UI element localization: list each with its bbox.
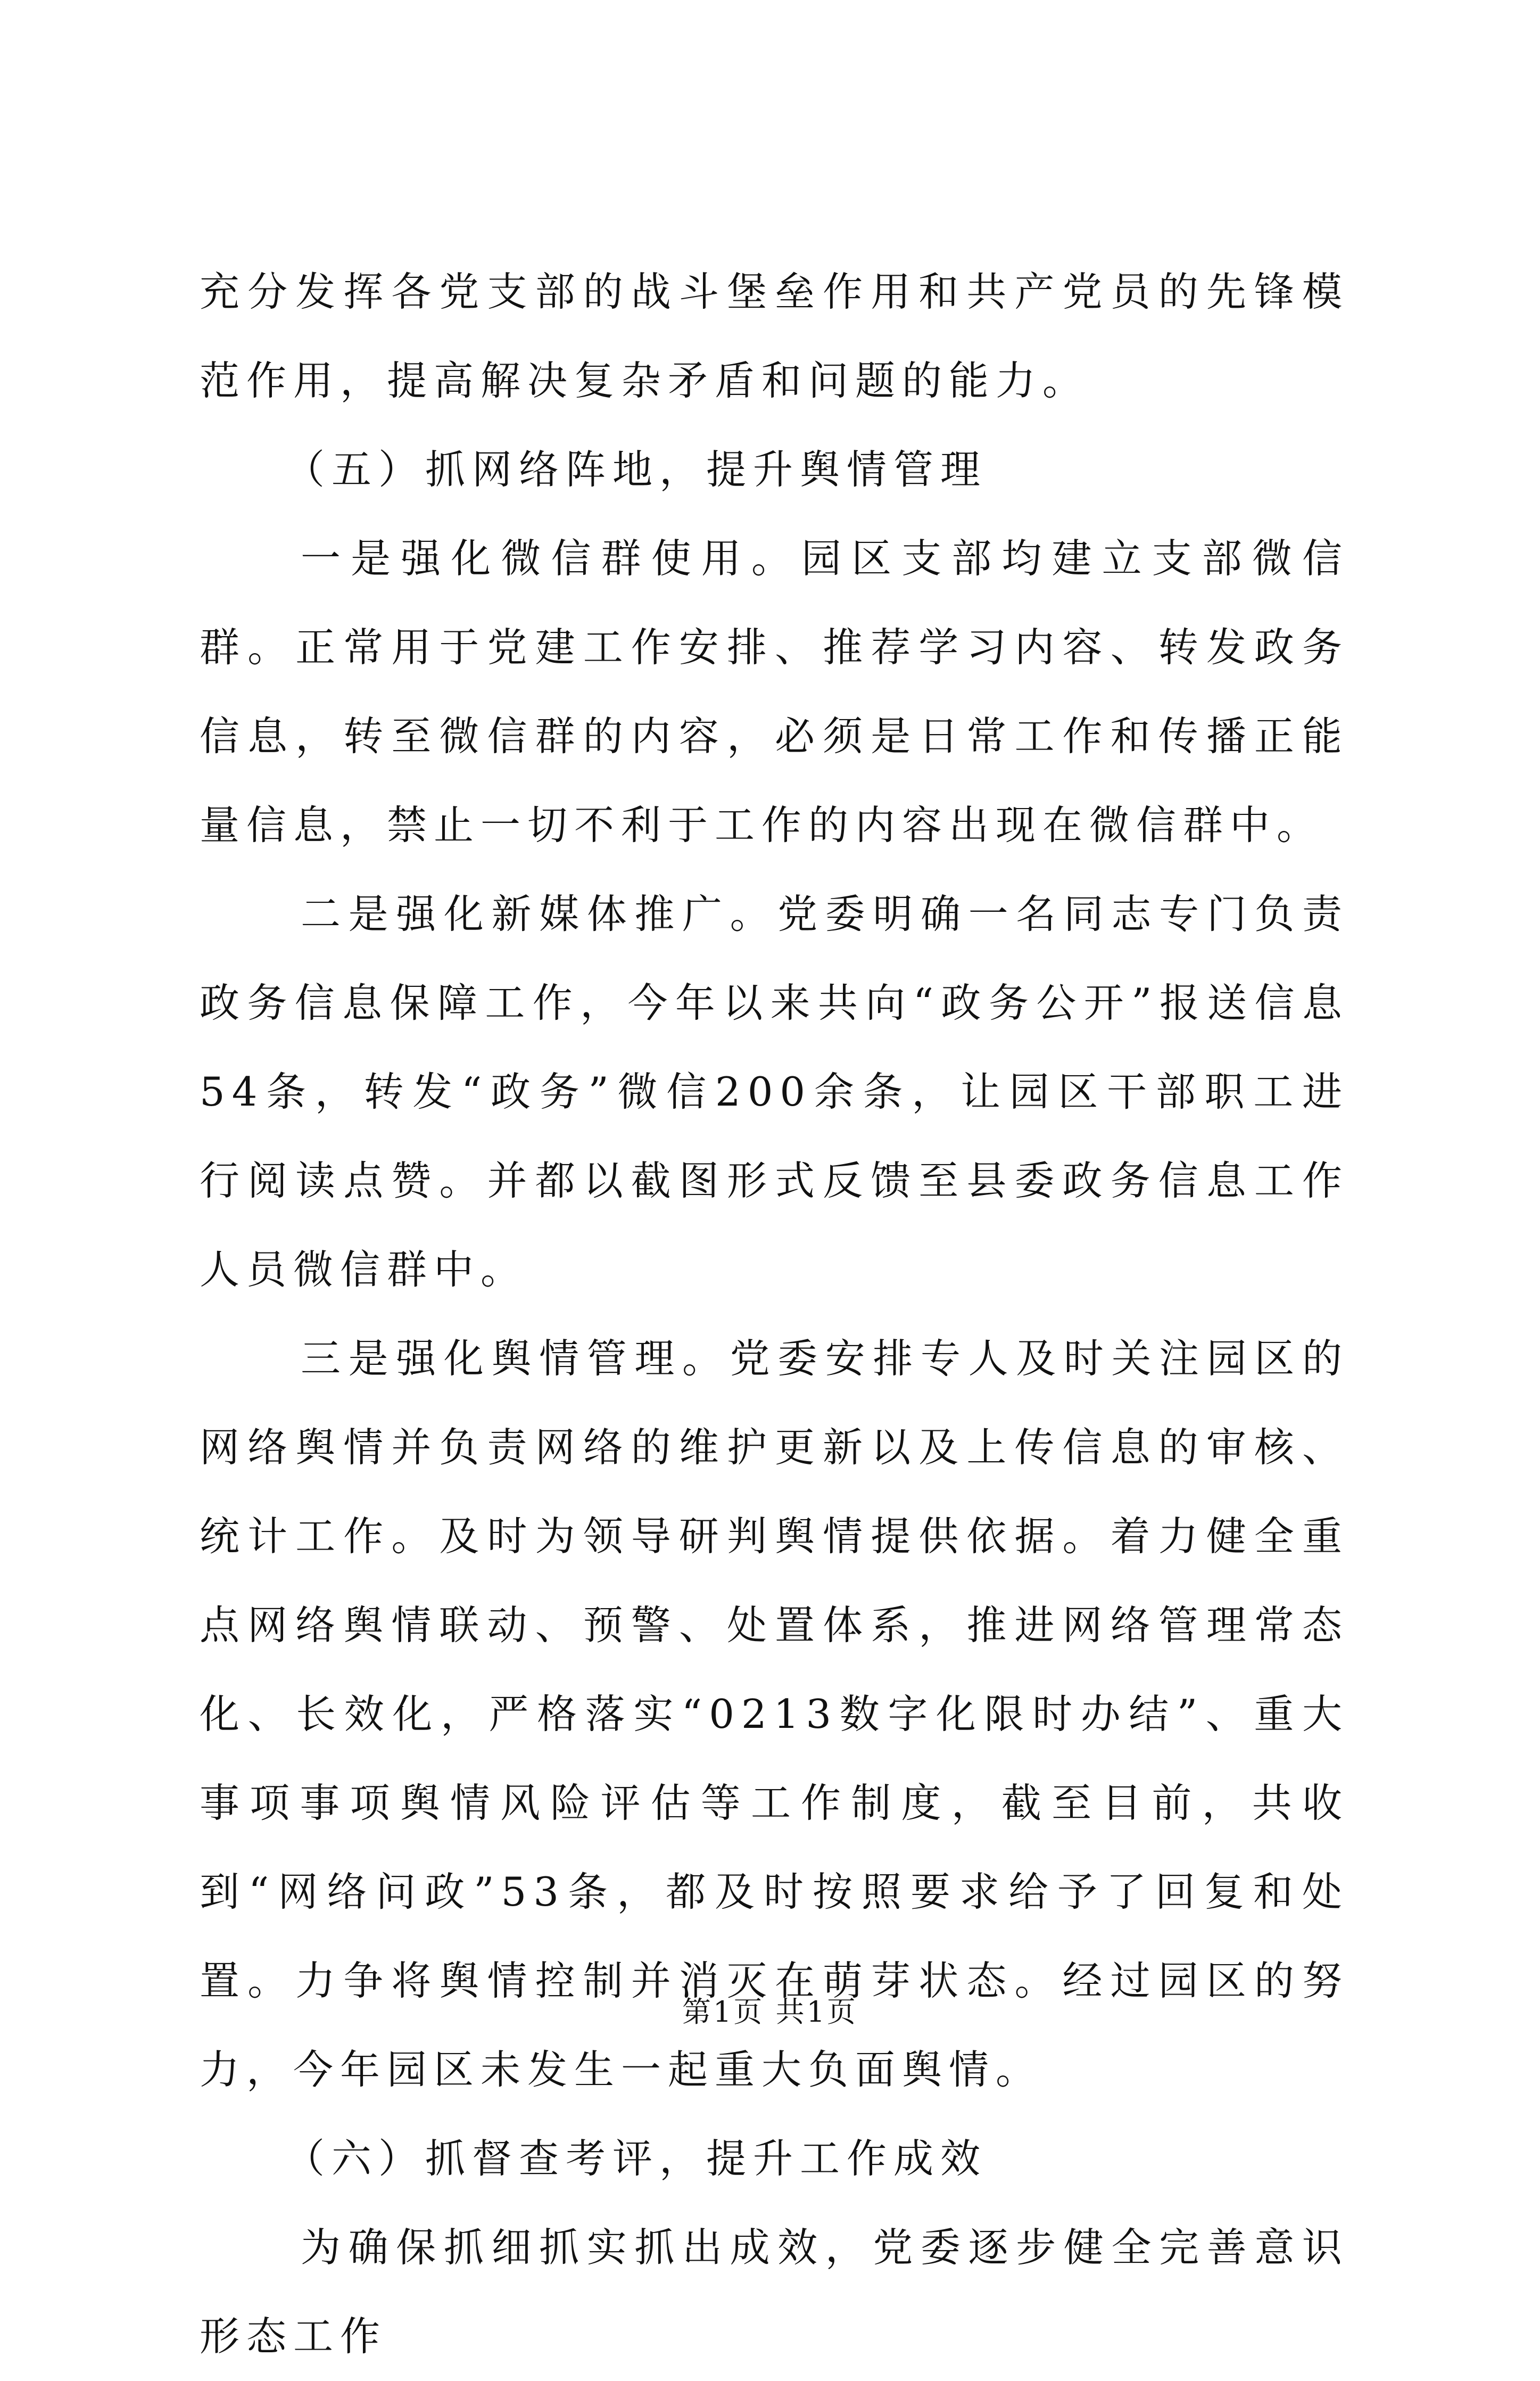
document-body: [200, 248, 1349, 2381]
section-heading-six: （六）抓督查考评，提升工作成效: [285, 2135, 988, 2182]
page-footer: 第1页 共1页: [682, 1995, 858, 2029]
paragraph-supervision: 为确保抓细抓实抓出成效，党委逐步健全完善意识形态工作: [200, 2224, 1349, 2360]
paragraph-continuation: 充分发挥各党支部的战斗堡垒作用和共产党员的先锋模范作用，提高解决复杂矛盾和问题的能力。: [200, 268, 1349, 404]
paragraph-wechat-groups: 一是强化微信群使用。园区支部均建立支部微信群。正常用于党建工作安排、推荐学习内容、转发政务信息，转至微信群的内容，必须是日常工作和传播正能量信息，禁止一切不利于工作的内容出现在微信群中。: [200, 535, 1349, 848]
paragraph-new-media: 二是强化新媒体推广。党委明确一名同志专门负责政务信息保障工作，今年以来共向“政务公开”报送信息54条，转发“政务”微信200余条，让园区干部职工进行阅读点赞。并都以截图形式反馈至县委政务信息工作人员微信群中。: [200, 891, 1349, 1293]
paragraph-public-opinion: 三是强化舆情管理。党委安排专人及时关注园区的网络舆情并负责网络的维护更新以及上传信息的审核、统计工作。及时为领导研判舆情提供依据。着力健全重点网络舆情联动、预警、处置体系，推进网络管理常态化、长效化，严格落实“0213数字化限时办结”、重大事项事项舆情风险评估等工作制度，截至目前，共收到“网络问政”53条，都及时按照要求给予了回复和处置。力争将舆情控制并消灭在萌芽状态。经过园区的努力，今年园区未发生一起重大负面舆情。: [200, 1335, 1349, 2093]
section-heading-five: （五）抓网络阵地，提升舆情管理: [285, 446, 988, 493]
